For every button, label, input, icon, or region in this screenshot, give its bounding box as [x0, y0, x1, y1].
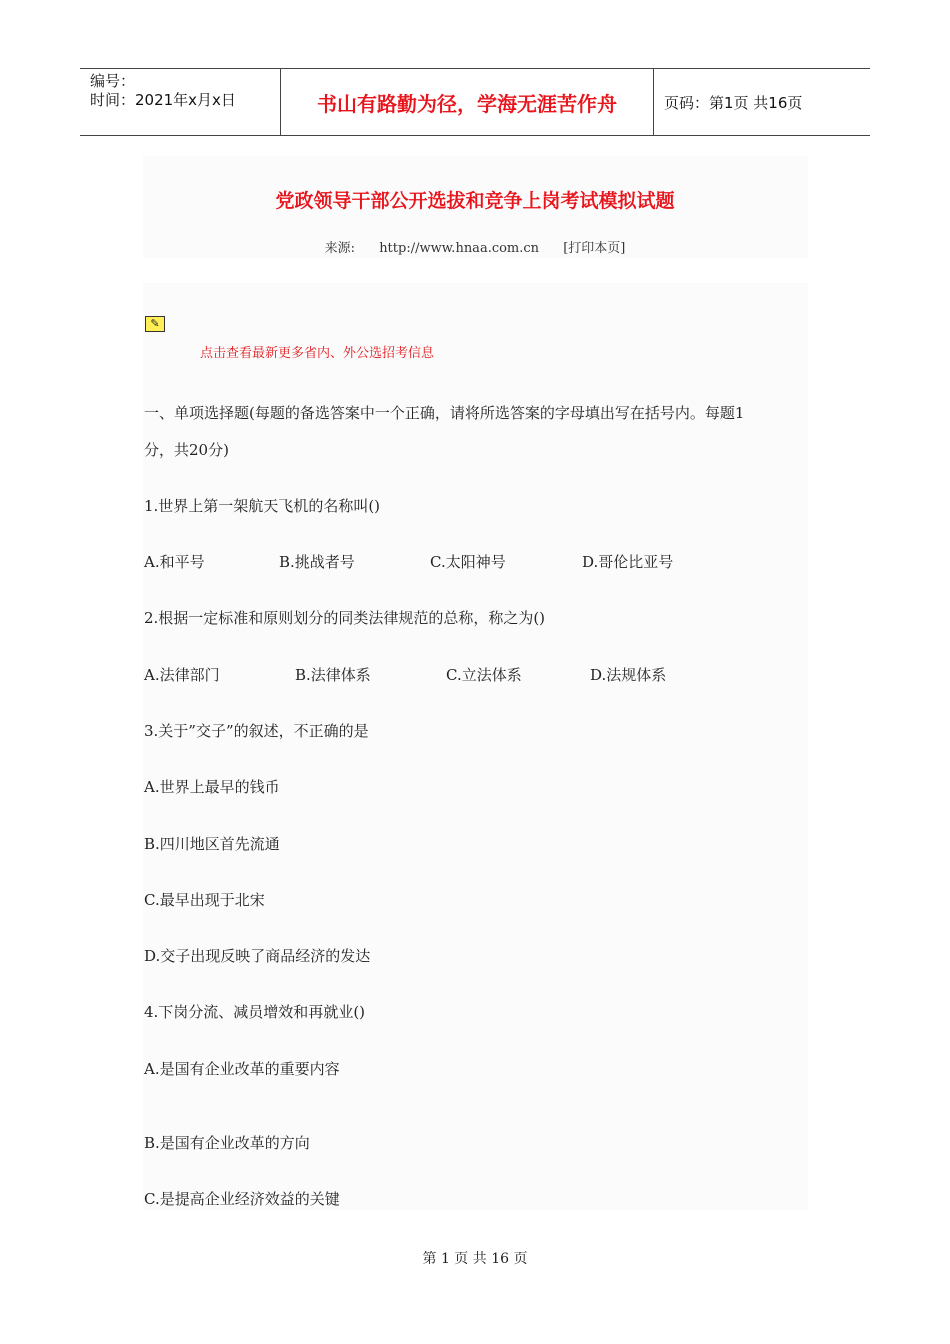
question-3: 3.关于”交子”的叙述，不正确的是 — [144, 722, 369, 740]
q3-option-a: A.世界上最早的钱币 — [144, 778, 280, 796]
source-label: 来源: — [324, 241, 356, 256]
q4-option-a: A.是国有企业改革的重要内容 — [144, 1060, 340, 1078]
print-page-link[interactable]: [打印本页] — [563, 241, 626, 256]
q3-option-c: C.最早出现于北宋 — [144, 891, 265, 909]
number-label: 编号： — [90, 72, 136, 90]
header-motto: 书山有路勤为径，学海无涯苦作舟 — [281, 69, 654, 135]
document-header — [80, 68, 870, 136]
document-title: 党政领导干部公开选拔和竞争上岗考试模拟试题 — [275, 190, 675, 212]
q2-option-a: A.法律部门 — [144, 666, 220, 684]
page-footer: 第 1 页 共 16 页 — [422, 1251, 528, 1267]
q2-option-b: B.法律体系 — [295, 666, 371, 684]
header-meta — [80, 69, 281, 135]
time-label: 时间：2021年x月x日 — [90, 91, 236, 109]
q4-option-b: B.是国有企业改革的方向 — [144, 1134, 310, 1152]
q4-option-c: C.是提高企业经济效益的关键 — [144, 1190, 340, 1208]
header-page-info: 页码：第1页 共16页 — [664, 93, 803, 112]
q1-option-b: B.挑战者号 — [279, 553, 355, 571]
section-heading-line1: 一、单项选择题(每题的备选答案中一个正确，请将所选答案的字母填出写在括号内。每题1 — [144, 404, 745, 422]
q1-option-a: A.和平号 — [144, 553, 205, 571]
q3-option-b: B.四川地区首先流通 — [144, 835, 280, 853]
source-line — [0, 237, 950, 256]
question-2: 2.根据一定标准和原则划分的同类法律规范的总称，称之为() — [144, 609, 546, 627]
q2-option-c: C.立法体系 — [446, 666, 522, 684]
q1-option-d: D.哥伦比亚号 — [582, 553, 674, 571]
section-heading-line2: 分，共20分) — [144, 441, 229, 459]
source-url-link[interactable]: http://www.hnaa.com.cn — [379, 241, 540, 256]
question-1: 1.世界上第一架航天飞机的名称叫() — [144, 497, 381, 515]
q1-option-c: C.太阳神号 — [430, 553, 506, 571]
q3-option-d: D.交子出现反映了商品经济的发达 — [144, 947, 371, 965]
document-icon[interactable]: ✎ — [145, 316, 165, 332]
recruitment-info-link[interactable]: 点击查看最新更多省内、外公选招考信息 — [200, 346, 435, 361]
q2-option-d: D.法规体系 — [590, 666, 667, 684]
question-4: 4.下岗分流、减员增效和再就业() — [144, 1003, 366, 1021]
